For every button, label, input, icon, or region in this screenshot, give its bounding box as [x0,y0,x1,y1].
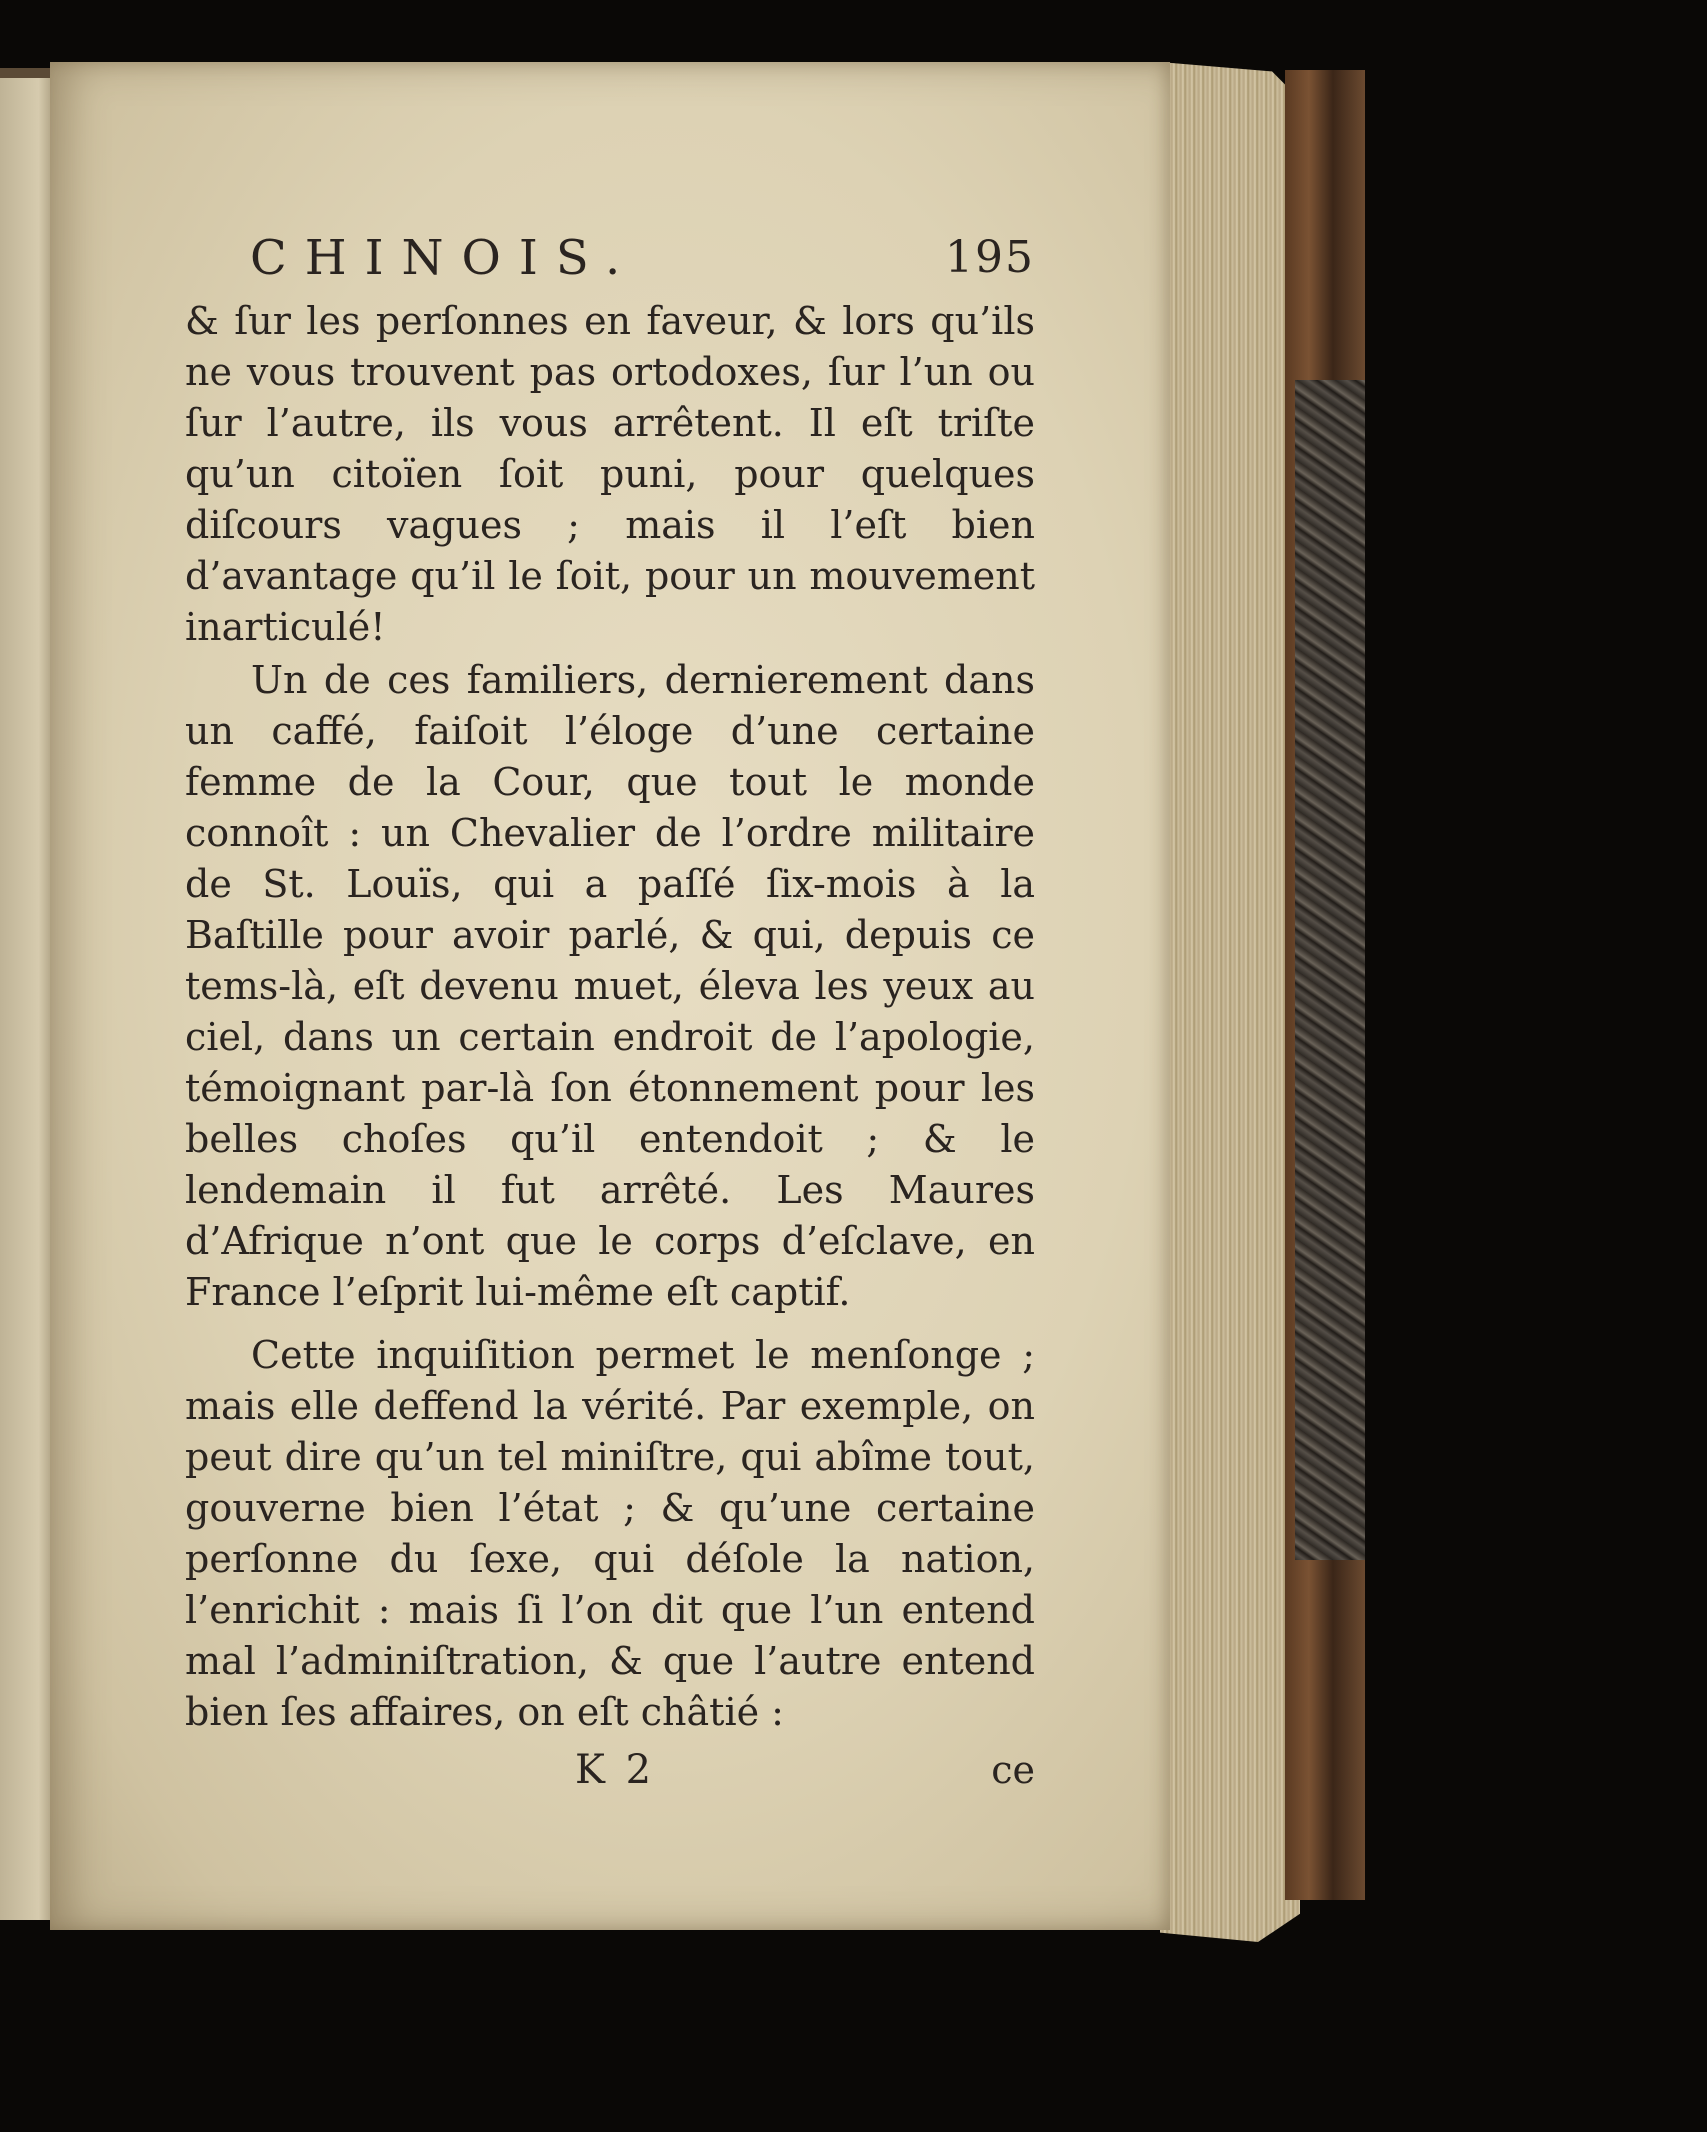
signature-mark: K 2 [575,1747,656,1793]
paragraph-3: Cette inquiſition permet le menſonge ; mais elle deffend la vérité. Par exemple, on peut dire qu’un tel miniſtre, qui abîme tout, gouverne bien l’état ; & qu’une certaine perſonne du ſexe, qui déſole la nation, l’enrichit : mais ſi l’on dit que l’un entend mal l’adminiſtration, & que l’autre entend bien ſes affaires, on eſt châtié : [185,1333,1035,1734]
catchword: ce [991,1748,1035,1792]
page-header [185,228,1035,296]
running-head: CHINOIS. [250,230,639,286]
marbled-endpaper [1295,380,1365,1560]
paragraph-1: & ſur les perſonnes en faveur, & lors qu’ils ne vous trouvent pas ortodoxes, ſur l’un ou ſur l’autre, ils vous arrêtent. Il eſt triſte qu’un citoïen ſoit puni, pour quelques diſcours vagues ; mais il l’eſt bien d’avantage qu’il le ſoit, pour un mouvement inarticulé! [185,299,1035,649]
page-text-block [185,228,1035,1798]
previous-page-edge [0,70,55,1920]
page-footer [185,1742,1035,1798]
page-fore-edge [1160,62,1300,1942]
page-number: 195 [945,232,1035,283]
paragraph-2: Un de ces familiers, dernierement dans un caffé, faiſoit l’éloge d’une certaine femme de la Cour, que tout le monde connoît : un Chevalier de l’ordre militaire de St. Louïs, qui a paſſé ſix-mois à la Baſtille pour avoir parlé, & qui, depuis ce tems-là, eſt devenu muet, éleva les yeux au ciel, dans un certain endroit de l’apologie, témoignant par-là ſon étonnement pour les belles choſes qu’il entendoit ; & le lendemain il fut arrêté. Les Maures d’Afrique n’ont que le corps d’eſclave, en France l’eſprit lui-même eſt captif. [185,658,1035,1314]
